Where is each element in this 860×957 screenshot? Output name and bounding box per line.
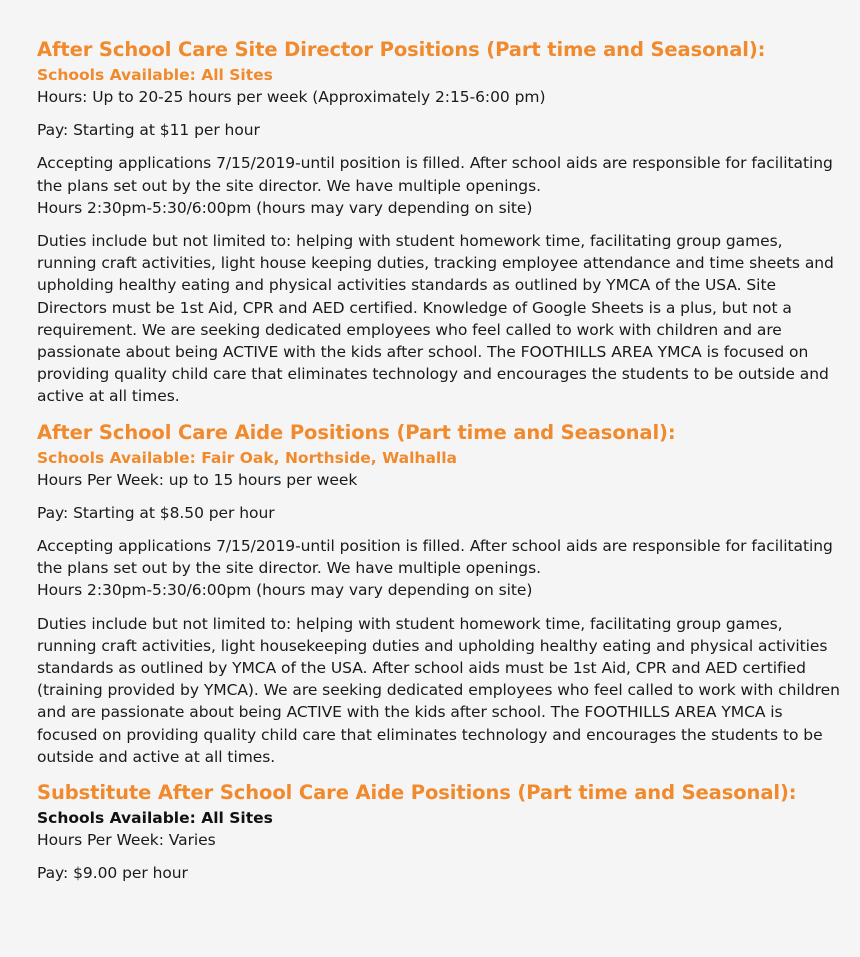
- schools-available: Schools Available: All Sites: [37, 66, 273, 84]
- pay-text: Pay: Starting at $8.50 per hour: [37, 503, 275, 522]
- section-title: After School Care Site Director Positions (Part time and Seasonal):: [37, 38, 766, 61]
- hours-text: Hours Per Week: Varies: [37, 831, 216, 850]
- aide-section: [37, 419, 840, 768]
- site-director-section: [37, 36, 840, 408]
- pay-text: Pay: Starting at $11 per hour: [37, 121, 260, 140]
- hours-detail-text: Hours 2:30pm-5:30/6:00pm (hours may vary depending on site): [37, 198, 533, 217]
- duties-text: Duties include but not limited to: helping with student homework time, facilitating group games, running craft activities, light house keeping duties, tracking employee attendance and time sheets and upholding healthy eating and physical activities standards as outlined by YMCA of the USA. Site Directors must be 1st Aid, CPR and AED certified. Knowledge of Google Sheets is a plus, but not a requirement. We are seeking dedicated employees who feel called to work with children and are passionate about being ACTIVE with the kids after school. The FOOTHILLS AREA YMCA is focused on providing quality child care that eliminates technology and encourages the students to be outside and active at all times.: [37, 232, 834, 406]
- accepting-text: Accepting applications 7/15/2019-until position is filled. After school aids are responsible for facilitating the plans set out by the site director. We have multiple openings.: [37, 154, 833, 195]
- schools-available: Schools Available: Fair Oak, Northside, Walhalla: [37, 448, 457, 467]
- hours-text: Hours: Up to 20-25 hours per week (Approximately 2:15-6:00 pm): [37, 88, 546, 106]
- hours-detail-text: Hours 2:30pm-5:30/6:00pm (hours may vary depending on site): [37, 581, 533, 600]
- accepting-text: Accepting applications 7/15/2019-until position is filled. After school aids are responsible for facilitating the plans set out by the site director. We have multiple openings.: [37, 537, 833, 578]
- section-title: After School Care Aide Positions (Part time and Seasonal):: [37, 420, 676, 444]
- substitute-aide-section: [37, 779, 840, 884]
- hours-text: Hours Per Week: up to 15 hours per week: [37, 470, 358, 489]
- section-title: Substitute After School Care Aide Positions (Part time and Seasonal):: [37, 781, 797, 805]
- pay-text: Pay: $9.00 per hour: [37, 864, 188, 883]
- duties-text: Duties include but not limited to: helping with student homework time, facilitating group games, running craft activities, light housekeeping duties and upholding healthy eating and physical activities standards as outlined by YMCA of the USA. After school aids must be 1st Aid, CPR and AED certified (training provided by YMCA). We are seeking dedicated employees who feel called to work with children and are passionate about being ACTIVE with the kids after school. The FOOTHILLS AREA YMCA is focused on providing quality child care that eliminates technology and encourages the students to be outside and active at all times.: [37, 614, 840, 766]
- schools-available: Schools Available: All Sites: [37, 809, 273, 828]
